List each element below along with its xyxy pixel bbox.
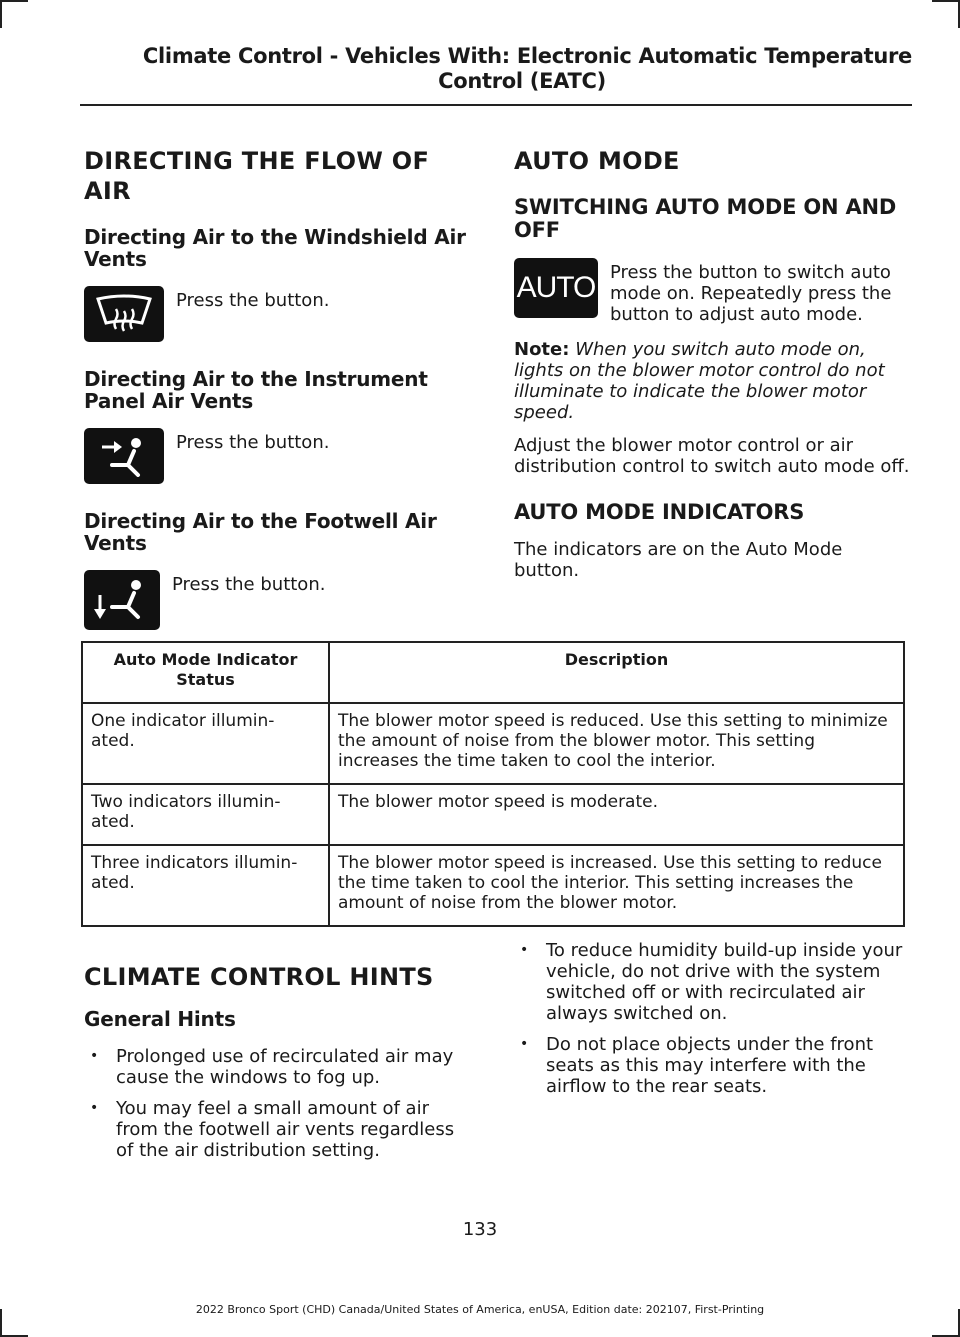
indicators-heading: AUTO MODE INDICATORS [514, 500, 805, 524]
windshield-instruction [84, 286, 476, 342]
note-label: Note: [514, 339, 570, 360]
footwell-instruction [84, 570, 476, 630]
crop-mark [932, 0, 960, 2]
table-header-row [82, 642, 904, 703]
hints-title: CLIMATE CONTROL HINTS [84, 963, 434, 991]
hints-continued [514, 940, 910, 1107]
auto-mode-section [514, 146, 910, 593]
list-item: • You may feel a small amount of air from the footwell air vents regardless of the air distribution setting. [84, 1098, 476, 1161]
windshield-text: Press the button. [176, 290, 330, 311]
description-cell: The blower motor speed is moderate. [329, 784, 904, 845]
climate-hints-section [84, 962, 476, 1171]
auto-mode-indicator-table [81, 641, 905, 927]
auto-note [514, 339, 910, 423]
auto-instruction [514, 258, 910, 325]
panel-heading: Directing Air to the Instrument Panel Air Vents [84, 367, 428, 413]
switch-heading: SWITCHING AUTO MODE ON AND OFF [514, 195, 897, 242]
header-divider [80, 104, 912, 106]
header-title-line1: Climate Control - Vehicles With: Electronic Automatic Temperature [142, 44, 912, 68]
hints-list-right [514, 940, 910, 1097]
table-row [82, 703, 904, 784]
note-text: When you switch auto mode on, lights on the blower motor control do not illuminate to indicate the blower motor speed. [514, 339, 885, 423]
directing-section [84, 146, 476, 656]
list-item: • Prolonged use of recirculated air may cause the windows to fog up. [84, 1046, 476, 1088]
page-header [32, 44, 912, 94]
crop-mark [0, 0, 2, 28]
hints-subtitle: General Hints [84, 1007, 236, 1031]
auto-mode-title: AUTO MODE [514, 147, 680, 175]
switch-text: Press the button to switch auto mode on. Repeatedly press the button to adjust auto mode. [610, 262, 892, 325]
adjust-text: Adjust the blower motor control or air distribution control to switch auto mode off. [514, 435, 910, 477]
footwell-heading: Directing Air to the Footwell Air Vents [84, 509, 437, 555]
auto-button-label: AUTO [516, 271, 596, 304]
panel-vent-icon [84, 428, 164, 484]
page-number: 133 [462, 1219, 498, 1240]
status-cell: One indicator illumin- ated. [82, 703, 329, 784]
table-row [82, 845, 904, 926]
crop-mark [0, 0, 28, 2]
auto-button-icon [514, 258, 598, 318]
status-cell: Three indicators illumin- ated. [82, 845, 329, 926]
footwell-vent-icon [84, 570, 160, 630]
footwell-text: Press the button. [172, 574, 326, 595]
header-title-line2: Control (EATC) [438, 69, 606, 93]
windshield-defrost-icon [84, 286, 164, 342]
column-header-status: Auto Mode Indicator Status [82, 642, 329, 703]
description-cell: The blower motor speed is reduced. Use this setting to minimize the amount of noise from the blower motor. This setting increases the time taken to cool the interior. [329, 703, 904, 784]
section-title: DIRECTING THE FLOW OF AIR [84, 147, 430, 205]
list-item: • To reduce humidity build-up inside your vehicle, do not drive with the system switched off or with recirculated air always switched on. [514, 940, 910, 1024]
windshield-heading: Directing Air to the Windshield Air Vents [84, 225, 466, 271]
page-footer: 2022 Bronco Sport (CHD) Canada/United States of America, enUSA, Edition date: 202107, First-Printing [195, 1303, 765, 1316]
list-item: • Do not place objects under the front seats as this may interfere with the airflow to the rear seats. [514, 1034, 910, 1097]
table-row [82, 784, 904, 845]
status-cell: Two indicators illumin- ated. [82, 784, 329, 845]
hints-list-left [84, 1046, 476, 1161]
column-header-description: Description [329, 642, 904, 703]
indicators-text: The indicators are on the Auto Mode button. [514, 539, 843, 581]
panel-text: Press the button. [176, 432, 330, 453]
panel-instruction [84, 428, 476, 484]
description-cell: The blower motor speed is increased. Use this setting to reduce the time taken to cool the interior. This setting increases the amount of noise from the blower motor. [329, 845, 904, 926]
